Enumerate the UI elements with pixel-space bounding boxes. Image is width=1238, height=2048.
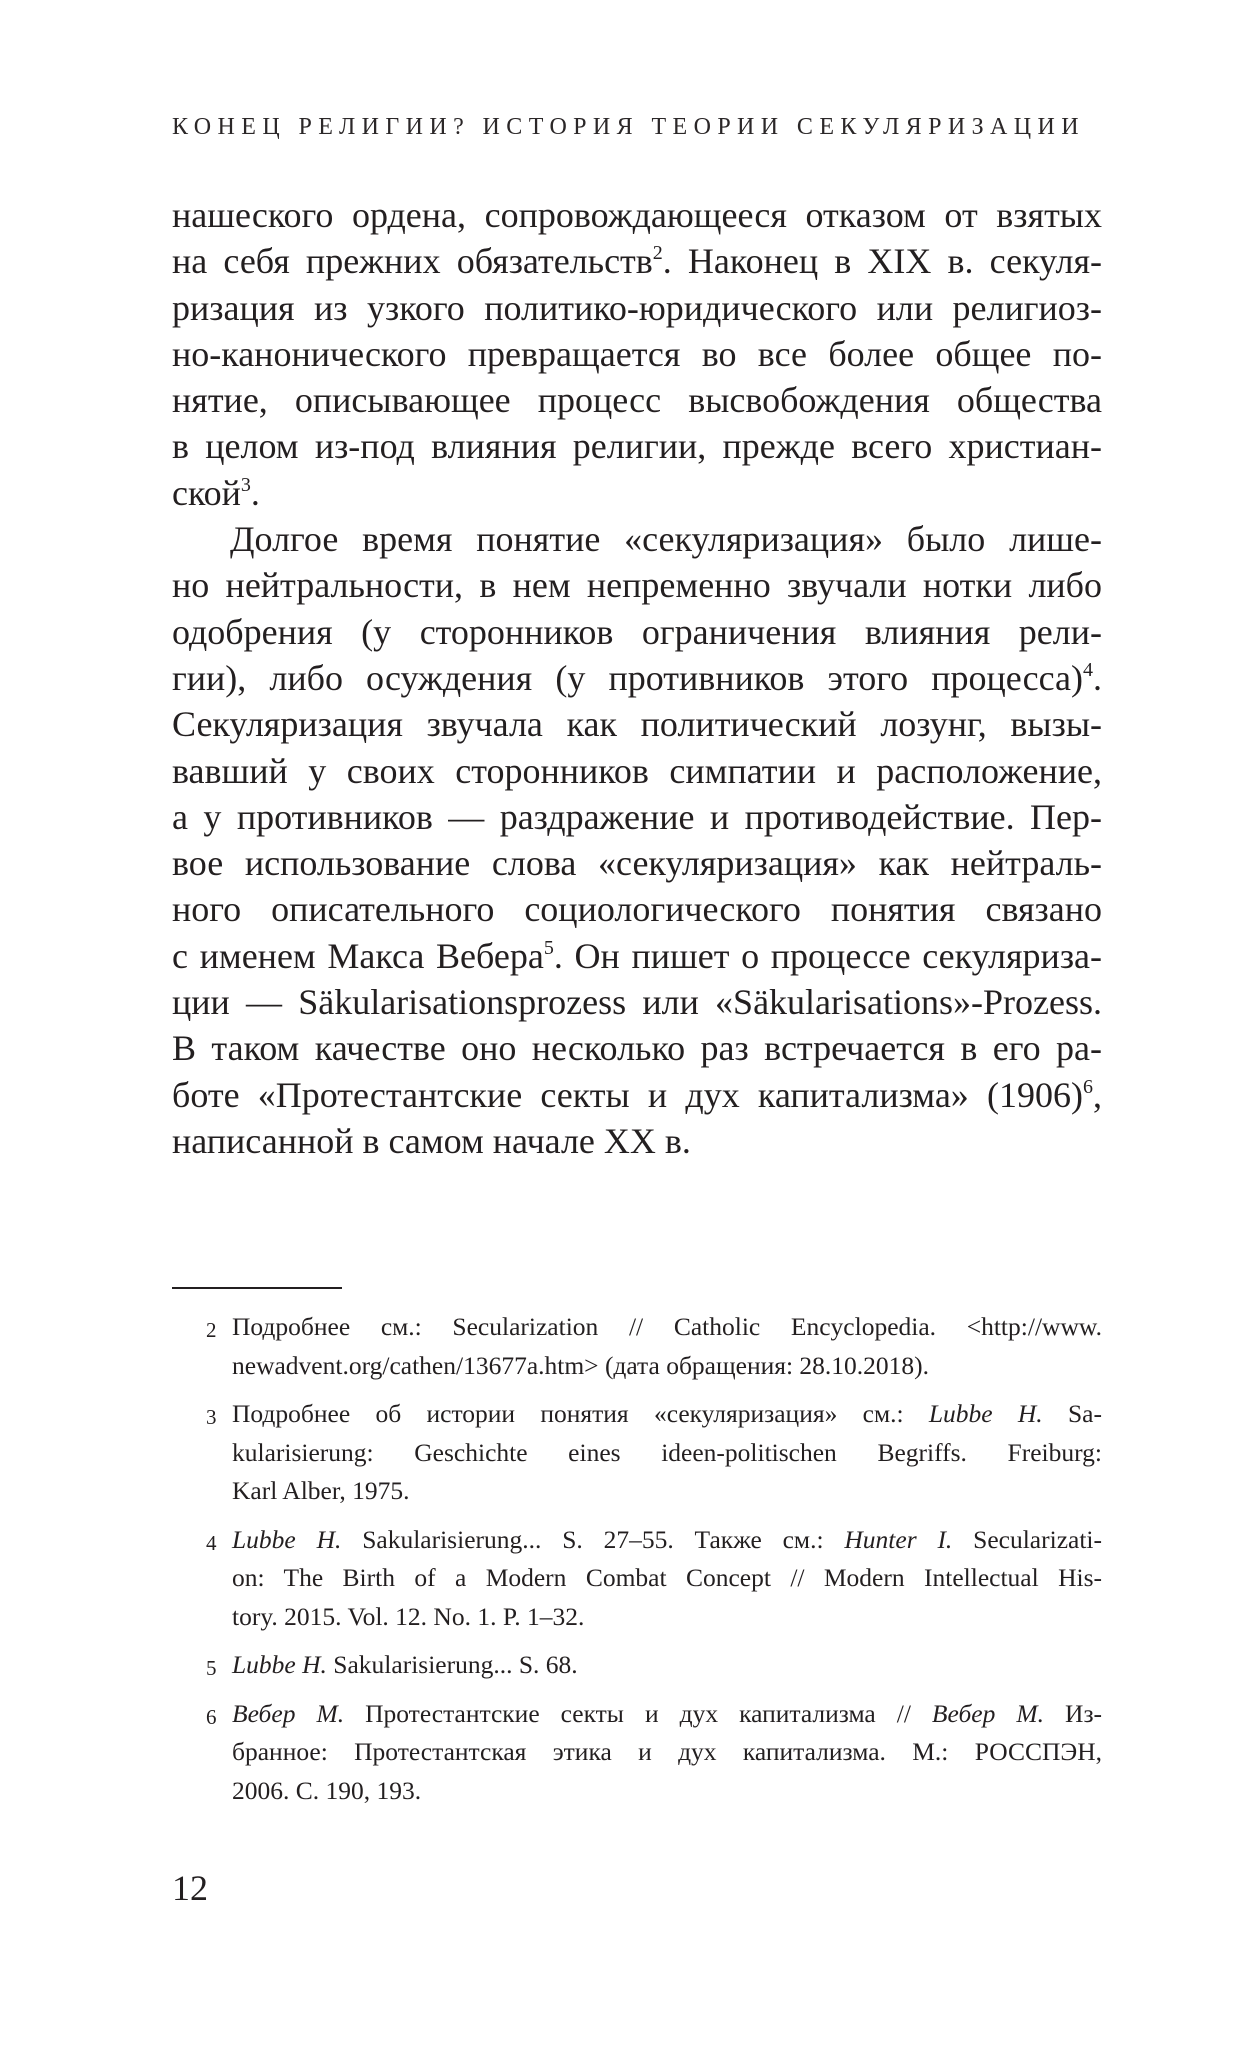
body-line [172, 192, 1102, 238]
text-run: ризация из узкого политико-юридического или религиоз- [172, 287, 1102, 328]
text-run: гии), либо осуждения (у противников этого процесса) [172, 657, 1083, 698]
body-line [172, 238, 1102, 284]
body-line [172, 748, 1102, 794]
footnote-reference: 3 [240, 473, 251, 496]
footnotes [172, 1308, 1102, 1820]
footnote-line [172, 1395, 1102, 1434]
footnote [172, 1308, 1102, 1385]
text-run: с именем Макса Вебера [172, 935, 544, 976]
text-run: kularisierung: Geschichte eines ideen-politischen Begriffs. Freiburg: [232, 1437, 1102, 1467]
text-run: одобрения (у сторонников ограничения влияния рели- [172, 611, 1102, 652]
text-run: Подробнее см.: Secularization // Catholic Encyclopedia. <http://www. [232, 1312, 1102, 1341]
footnote [172, 1521, 1102, 1637]
text-run: нятие, описывающее процесс высвобождения общества [172, 380, 1102, 421]
body-line [172, 933, 1102, 979]
footnote [172, 1395, 1102, 1511]
body-line [172, 423, 1102, 469]
text-run: tory. 2015. Vol. 12. No. 1. P. 1–32. [232, 1601, 585, 1631]
body-line [172, 1118, 1102, 1164]
footnote-reference: 4 [1083, 658, 1093, 681]
body-line [172, 794, 1102, 840]
text-run: Sakularisierung... S. 27–55. Также см.: [341, 1524, 845, 1554]
footnote-number: 6 [206, 1704, 217, 1729]
text-run: Секуляризация звучала как политический лозунг, вызы- [172, 704, 1102, 745]
footnote [172, 1695, 1102, 1811]
author-name: Вебер М. [232, 1698, 345, 1728]
author-name: Hunter I. [844, 1524, 953, 1554]
text-run: . [250, 472, 260, 513]
text-run: боте «Протестантские секты и дух капитализма» (1906) [172, 1074, 1083, 1115]
body-line [172, 609, 1102, 655]
author-name: Lubbe H. [232, 1650, 327, 1679]
footnote-line [172, 1472, 1102, 1511]
running-head: КОНЕЦ РЕЛИГИИ? ИСТОРИЯ ТЕОРИИ СЕКУЛЯРИЗАЦИИ [172, 114, 1085, 140]
text-run: Протестантские секты и дух капитализма // [344, 1698, 932, 1728]
footnote-line [172, 1598, 1102, 1637]
body-text [172, 192, 1102, 1164]
footnote-line [172, 1733, 1102, 1772]
text-run: Подробнее об истории понятия «секуляризация» см.: [232, 1399, 929, 1428]
footnote-reference: 5 [543, 936, 554, 959]
footnote-reference: 2 [652, 242, 663, 265]
text-run: ции — Säkularisationsprozess или «Säkularisations»-Prozess. [172, 982, 1102, 1023]
body-line [172, 516, 1102, 562]
footnote-number: 5 [206, 1656, 217, 1680]
footnote-rule [172, 1287, 342, 1289]
footnote-line [172, 1695, 1102, 1734]
text-run: Sakularisierung... S. 68. [326, 1650, 578, 1679]
author-name: Lubbe H. [928, 1399, 1043, 1428]
text-run: . [1093, 657, 1102, 698]
body-line [172, 840, 1102, 886]
text-run: 2006. С. 190, 193. [232, 1775, 422, 1805]
text-run: on: The Birth of a Modern Combat Concept // Modern Intellectual His- [232, 1563, 1102, 1592]
text-run: Из- [1044, 1698, 1103, 1728]
author-name: Вебер М. [931, 1698, 1045, 1728]
text-run: Secularizati- [952, 1524, 1102, 1554]
body-line [172, 886, 1102, 932]
text-run: вавший у своих сторонников симпатии и расположение, [172, 750, 1102, 791]
footnote-line [172, 1772, 1102, 1811]
text-run: В таком качестве оно несколько раз встречается в его ра- [172, 1028, 1102, 1069]
body-line [172, 331, 1102, 377]
body-line [172, 285, 1102, 331]
text-run: но-канонического превращается во все более общее по- [172, 333, 1102, 374]
text-run: . Наконец в XIX в. секуля- [662, 241, 1102, 282]
footnote-line [172, 1347, 1102, 1386]
body-line [172, 701, 1102, 747]
text-run: в целом из-под влияния религии, прежде всего христиан- [172, 426, 1102, 467]
body-line [172, 979, 1102, 1025]
text-run: newadvent.org/cathen/13677a.htm> (дата обращения: 28.10.2018). [232, 1350, 930, 1380]
footnote-number: 2 [206, 1318, 217, 1342]
text-run: на себя прежних обязательств [172, 241, 653, 282]
footnote [172, 1646, 1102, 1685]
text-run: ской [172, 472, 241, 513]
text-run: написанной в самом начале XX в. [172, 1120, 691, 1161]
footnote-number: 4 [206, 1530, 217, 1555]
text-run: а у противников — раздражение и противодействие. Пер- [172, 796, 1102, 837]
body-line [172, 470, 1102, 516]
footnote-line [172, 1521, 1102, 1560]
text-run: Долгое время понятие «секуляризация» было лише- [230, 519, 1102, 560]
text-run: вое использование слова «секуляризация» как нейтраль- [172, 843, 1102, 884]
body-line [172, 655, 1102, 701]
text-run: Karl Alber, 1975. [232, 1476, 410, 1505]
text-run: , [1093, 1074, 1102, 1115]
body-line [172, 1072, 1102, 1118]
body-line [172, 1025, 1102, 1071]
body-line [172, 377, 1102, 423]
body-line [172, 562, 1102, 608]
footnote-reference: 6 [1083, 1075, 1093, 1098]
text-run: Sa- [1042, 1399, 1102, 1428]
text-run: ного описательного социологического понятия связано [172, 889, 1102, 930]
footnote-line [172, 1308, 1102, 1347]
footnote-line [172, 1434, 1102, 1473]
author-name: Lubbe H. [232, 1524, 342, 1554]
footnote-line [172, 1646, 1102, 1685]
footnote-line [172, 1559, 1102, 1598]
text-run: нашеского ордена, сопровождающееся отказом от взятых [172, 195, 1102, 235]
text-run: . Он пишет о процессе секуляриза- [553, 935, 1103, 976]
text-run: бранное: Протестантская этика и дух капитализма. М.: РОССПЭН, [232, 1737, 1102, 1766]
page-number: 12 [172, 1868, 208, 1908]
footnote-number: 3 [206, 1405, 217, 1429]
text-run: но нейтральности, в нем непременно звучали нотки либо [172, 565, 1102, 606]
